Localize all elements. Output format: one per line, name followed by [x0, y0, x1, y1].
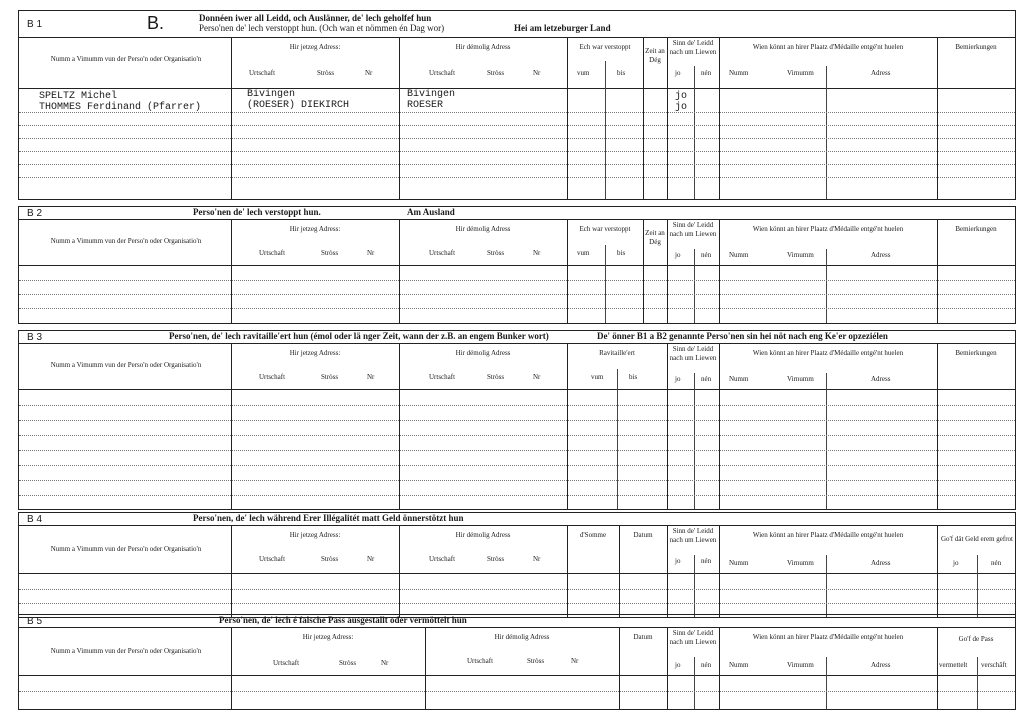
header-medal: Wien könnt an hirer Plaatz d'Médaille entgé'nt huelen: [752, 43, 904, 51]
header-stross: Stròss: [321, 249, 339, 257]
header-jo: jo: [675, 69, 681, 77]
header-zeit: Zeit an Dég: [645, 47, 665, 64]
header-remarks: Bemierkungen: [955, 225, 997, 233]
section-b1: [18, 10, 1016, 200]
header-former-address: Hir démolig Adress: [494, 633, 550, 641]
header-nen: nén: [991, 559, 1002, 567]
header-remarks: Bemierkungen: [955, 43, 997, 51]
header-urtschaft: Urtschaft: [259, 373, 286, 381]
header-nen: nén: [701, 661, 712, 669]
header-urtschaft: Urtschaft: [429, 69, 456, 77]
header-ravitaille: Ravitaille'ert: [599, 349, 635, 357]
header-hidden-period: Ech war verstoppt: [579, 225, 631, 233]
entry-name: SPELTZ Michel: [39, 91, 118, 102]
header-stross: Stròss: [321, 555, 339, 563]
header-virnumm: Virnumm: [787, 559, 814, 567]
header-adress: Adress: [871, 375, 891, 383]
header-adress: Adress: [871, 559, 891, 567]
header-bis: bis: [617, 249, 626, 257]
header-sinn: Sinn de' Leidd nach um Liewen: [669, 39, 717, 56]
header-vum: vum: [577, 249, 590, 257]
header-virnumm: Virnumm: [787, 375, 814, 383]
header-adress: Adress: [871, 69, 891, 77]
header-zeit: Zeit an Dég: [645, 229, 665, 246]
section-location: Am Ausland: [407, 207, 455, 217]
section-letter: B.: [147, 13, 165, 33]
header-stross: Stròss: [339, 659, 357, 667]
header-nr: Nr: [367, 373, 375, 381]
header-virnumm: Virnumm: [787, 69, 814, 77]
header-name: Numm a Vimumm vun der Perso'n oder Organisatio'n: [50, 237, 202, 245]
header-urtschaft: Urtschaft: [259, 555, 286, 563]
section-b5: [18, 614, 1016, 710]
header-adress: Adress: [871, 661, 891, 669]
header-nen: nén: [701, 251, 712, 259]
header-nr: Nr: [571, 657, 579, 665]
header-jo: jo: [675, 661, 681, 669]
header-somme: d'Somme: [579, 531, 607, 539]
header-datum: Datum: [633, 531, 653, 539]
header-urtschaft: Urtschaft: [259, 249, 286, 257]
header-former-address: Hir démolig Adress: [455, 225, 511, 233]
header-urtschaft: Urtschaft: [273, 659, 300, 667]
section-title: Donnéen iwer all Leidd, och Auslänner, de' lech geholfef hun: [199, 13, 432, 23]
header-nen: nén: [701, 557, 712, 565]
header-nr: Nr: [367, 249, 375, 257]
header-former-address: Hir démolig Adress: [455, 43, 511, 51]
header-current-address: Hir jetzeg Adress:: [289, 43, 341, 51]
section-title: Perso'nen, de' lech é falsche Pass ausgestallt oder vermöttelt hun: [219, 615, 467, 625]
header-virnumm: Virnumm: [787, 251, 814, 259]
header-urtschaft: Urtschaft: [249, 69, 276, 77]
header-nr: Nr: [533, 249, 541, 257]
section-note: De' önner B1 a B2 genannte Perso'nen sin hei nöt nach eng Ke'er opzeziélen: [597, 331, 888, 341]
header-adress: Adress: [871, 251, 891, 259]
header-current-address: Hir jetzeg Adress:: [289, 225, 341, 233]
entry-jo: jo: [675, 102, 688, 113]
section-location: Hei am letzeburger Land: [514, 23, 611, 33]
header-numm: Numm: [729, 251, 749, 259]
header-sinn: Sinn de' Leidd nach um Liewen: [669, 629, 717, 646]
section-b4: [18, 512, 1016, 618]
header-name: Numm a Vimumm vun der Perso'n oder Organisatio'n: [50, 55, 202, 63]
header-numm: Numm: [729, 661, 749, 669]
header-nr: Nr: [533, 555, 541, 563]
header-nr: Nr: [533, 69, 541, 77]
header-sinn: Sinn de' Leidd nach um Liewen: [669, 527, 717, 544]
header-urtschaft: Urtschaft: [467, 657, 494, 665]
header-jo: jo: [675, 375, 681, 383]
header-current-address: Hir jetzeg Adress:: [302, 633, 354, 641]
header-name: Numm a Vimumm vun der Perso'n oder Organisatio'n: [50, 647, 202, 655]
header-urtschaft: Urtschaft: [429, 373, 456, 381]
header-stross: Stròss: [527, 657, 545, 665]
header-medal: Wien könnt an hirer Plaatz d'Médaille entgé'nt huelen: [752, 225, 904, 233]
section-code: B 5: [27, 616, 43, 627]
section-code: B 1: [27, 19, 43, 30]
section-code: B 4: [27, 514, 43, 525]
header-numm: Numm: [729, 69, 749, 77]
header-stross: Stròss: [487, 249, 505, 257]
header-virnumm: Virnumm: [787, 661, 814, 669]
section-code: B 3: [27, 332, 43, 343]
header-money-back: Go'f dät Geld erem gefrot: [940, 535, 1013, 543]
header-jo: jo: [675, 557, 681, 565]
header-datum: Datum: [633, 633, 653, 641]
section-title: Perso'nen, de' lech ravitaille'ert hun (émol oder lä nger Zeit, wann der z.B. an engem Bunker wort): [169, 331, 549, 341]
entry-former-address: Bivingen: [407, 89, 456, 100]
header-stross: Stròss: [487, 373, 505, 381]
section-title: Perso'nen, de' lech während Erer Illégalitét matt Geld önnerstötzt hun: [193, 513, 464, 523]
header-name: Numm a Vimumm vun der Perso'n oder Organisatio'n: [50, 545, 202, 553]
header-numm: Numm: [729, 559, 749, 567]
header-medal: Wien könnt an hirer Plaatz d'Médaille entgé'nt huelen: [752, 349, 904, 357]
header-nr: Nr: [367, 555, 375, 563]
header-stross: Stròss: [487, 69, 505, 77]
header-name: Numm a Vimumm vun der Perso'n oder Organisatio'n: [50, 361, 202, 369]
header-vum: vum: [577, 69, 590, 77]
entry-current-address: Bivingen: [247, 89, 296, 100]
header-stross: Stròss: [487, 555, 505, 563]
header-former-address: Hir démolig Adress: [455, 531, 511, 539]
header-former-address: Hir démolig Adress: [455, 349, 511, 357]
header-vum: vum: [591, 373, 604, 381]
header-pass: Go'f de Pass: [958, 635, 994, 643]
entry-name: THOMMES Ferdinand (Pfarrer): [39, 102, 202, 113]
header-bis: bis: [629, 373, 638, 381]
header-remarks: Bemierkungen: [955, 349, 997, 357]
header-nr: Nr: [381, 659, 389, 667]
entry-current-address: (ROESER) DIEKIRCH: [247, 100, 350, 111]
header-nen: nén: [701, 69, 712, 77]
header-nr: Nr: [533, 373, 541, 381]
form-page: [18, 10, 1016, 710]
section-code: B 2: [27, 208, 43, 219]
header-bis: bis: [617, 69, 626, 77]
header-hidden-period: Ech war verstoppt: [579, 43, 631, 51]
header-stross: Stròss: [317, 69, 335, 77]
section-subtitle: Perso'nen de' lech verstoppt hun. (Och wan et nömmen én Dag wor): [199, 23, 445, 33]
header-medal: Wien könnt an hirer Plaatz d'Médaille entgé'nt huelen: [752, 531, 904, 539]
header-urtschaft: Urtschaft: [429, 249, 456, 257]
header-stross: Stròss: [321, 373, 339, 381]
section-b2: [18, 206, 1016, 324]
header-jo: jo: [953, 559, 959, 567]
header-nr: Nr: [365, 69, 373, 77]
header-urtschaft: Urtschaft: [429, 555, 456, 563]
entry-jo: jo: [675, 91, 688, 102]
header-current-address: Hir jetzeg Adress:: [289, 531, 341, 539]
header-numm: Numm: [729, 375, 749, 383]
header-current-address: Hir jetzeg Adress:: [289, 349, 341, 357]
header-nen: nén: [701, 375, 712, 383]
header-jo: jo: [675, 251, 681, 259]
header-medal: Wien könnt an hirer Plaatz d'Médaille entgé'nt huelen: [752, 633, 904, 641]
header-sinn: Sinn de' Leidd nach um Liewen: [669, 345, 717, 362]
entry-former-address: ROESER: [407, 100, 444, 111]
section-title: Perso'nen de' lech verstoppt hun.: [193, 207, 321, 217]
header-vermettelt: vermettelt: [939, 661, 968, 669]
header-sinn: Sinn de' Leidd nach um Liewen: [669, 221, 717, 238]
section-b3: [18, 330, 1016, 510]
header-verschaft: verschâft: [981, 661, 1007, 669]
